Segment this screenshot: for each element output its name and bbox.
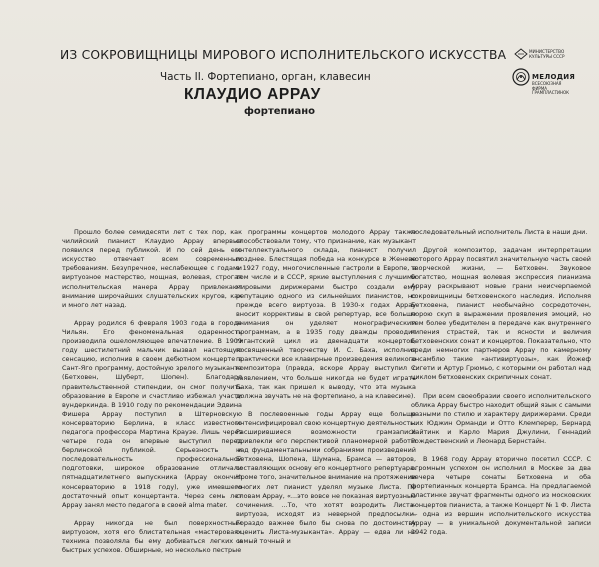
paragraph: программы концертов молодого Аррау также способствовали тому, что признание, как музыкант интеллектуального склада, пианист получил позднее. Блестящая победа на конкурсе в Женеве в 1927 году, многочисленные гастроли в Европе, в том числе и в СССР, яркие выступления с лучшими мировыми дирижерами быстро создали ему репутацию одного из сильнейших пианистов, но прежде всего виртуоза. В 1930-х годах Аррау вносит коррективы в свой репертуар, все больше внимания он уделяет монографическим программам, а в 1935 году дважды проводит гигантский цикл из двенадцати концертов, посвященный творчеству И. С. Баха, исполнив практически все клавирные произведения великого композитора (правда, вскоре Аррау выступил с заявлением, что больше никогда не будет играть Баха, так как пришел к выводу, что эта музыка должна звучать не на фортепиано, а на клавесине).	[236, 228, 416, 400]
paragraph: В послевоенные годы Аррау еще больше интенсифицировал свою концертную деятельность. Расширившиеся возможности грамзаписи привлекли его перспективой планомерной работы над фундаментальными собраниями произведений Бетховена, Шопена, Шумана, Брамса — авторов, составляющих основу его концертного репертуара. Кроме того, значительное внимание на протяжении многих лет пианист уделял музыке Листа. По словам Аррау, «...это вовсе не показная виртуозные сочинения. ...То, что хотят возродить Листа-виртуоза, исходят из неверной предпосылки. Гораздо важнее было бы снова по достоинству оценить Листа-музыканта». Аррау — едва ли не самый точный и	[236, 409, 416, 546]
ministry-emblem-icon	[514, 48, 528, 60]
ministry-label: МИНИСТЕРСТВО КУЛЬТУРЫ СССР	[529, 49, 565, 59]
melodia-brand: МЕЛОДИЯ	[532, 73, 576, 81]
paragraph: При всем своеобразии своего исполнительского облика Аррау быстро находит общий язык с самыми разными по стилю и характеру дирижерами. Среди них Юджин Орманди и Отто Клемперер, Бернард Хайтинк и Карло Мария Джулини, Геннадий Рождественский и Леонард Бернстайн.	[411, 391, 591, 445]
melodia-disc-icon	[512, 68, 530, 86]
paragraph: Прошло более семидесяти лет с тех пор, как чилийский пианист Клаудио Аррау впервые появился перед публикой. И по сей день его искусство отвечает всем современным требованиям. Безупречное, неслабеющее с годами виртуозное мастерство, мощная, волевая, строгая исполнительская манера Аррау привлекают внимание широчайших слушательских кругов, как и много лет назад.	[62, 228, 242, 309]
performer-name: КЛАУДИО АРРАУ	[184, 86, 321, 103]
instrument-label: фортепиано	[244, 106, 315, 117]
melodia-firm-label: ВСЕСОЮЗНАЯ ФИРМА ГРАМПЛАСТИНОК	[532, 81, 570, 96]
paragraph: Аррау никогда не был поверхностным виртуозом, хотя его блистательная «мастеровая» техника позволяла бы ему добиваться легких и быстрых успехов. Обширные, но несколько пестрые	[62, 518, 242, 555]
part-subtitle: Часть II. Фортепиано, орган, клавесин	[160, 71, 371, 83]
sleeve-header	[0, 0, 599, 190]
text-column-3	[411, 228, 591, 567]
text-column-2	[236, 228, 416, 567]
paragraph: В 1968 году Аррау вторично посетил СССР. С огромным успехом он исполнил в Москве за два вечера четыре сонаты Бетховена и оба фортепианных концерта Брамса. На предлагаемой пластинке звучат фрагменты одного из московских концертов пианиста, а также Концерт № 1 Ф. Листа — одна из вершин исполнительского искусства Аррау — в уникальной документальной записи 1942 года.	[411, 455, 591, 536]
paragraph: Другой композитор, задачам интерпретации которого Аррау посвятил значительную часть своей творческой жизни, — Бетховен. Звуковое богатство, мощная волевая экспрессия пианизма Аррау раскрывают новые грани неисчерпаемой сокровищницы бетховенского наследия. Исполняя Бетховена, пианист необычайно сосредоточен, порою скуп в выражении проявления эмоций, но тем более убедителен в передаче как внутреннего кипения страстей, так и ясности и величия бетховенских сонат и концертов. Показательно, что среди немногих партнеров Аррау по камерному ансамблю такие «антивиртуозы», как Йожеф Сигети и Артур Грюмьо, с которыми он работал над циклом бетховенских скрипичных сонат.	[411, 246, 591, 382]
paragraph: последовательный исполнитель Листа в наши дни.	[411, 228, 588, 236]
text-column-1	[62, 228, 242, 567]
paragraph: Аррау родился 6 февраля 1903 года в городе Чильян. Его феноменальная одаренность производила ошеломляющее впечатление. В 1909 году шестилетний мальчик вызвал настоящую сенсацию, исполнив в своем дебютном концерте в Сант-Яго программу, достойную зрелого музыканта (Бетховен, Шуберт, Шопен). Благодаря правительственной стипендии, он смог получить образование в Европе и счастливо избежал участи вундеркинда. В 1910 году по рекомендации Эдвина Фишера Аррау поступил в Штерновскую консерваторию Берлина, в класс известного педагога профессора Мартина Краузе. Лишь через четыре года он впервые выступил перед берлинской публикой. Серьезность и последовательность профессиональной подготовки, широкое образование отличали пятнадцатилетнего выпускника (Аррау окончил консерваторию в 1918 году), уже имевшего достаточный опыт концертанта. Через семь лет Аррау занял место педагога в своей alma mater.	[62, 318, 242, 509]
series-title: ИЗ СОКРОВИЩНИЦЫ МИРОВОГО ИСПОЛНИТЕЛЬСКОГО ИСКУССТВА	[60, 48, 507, 62]
